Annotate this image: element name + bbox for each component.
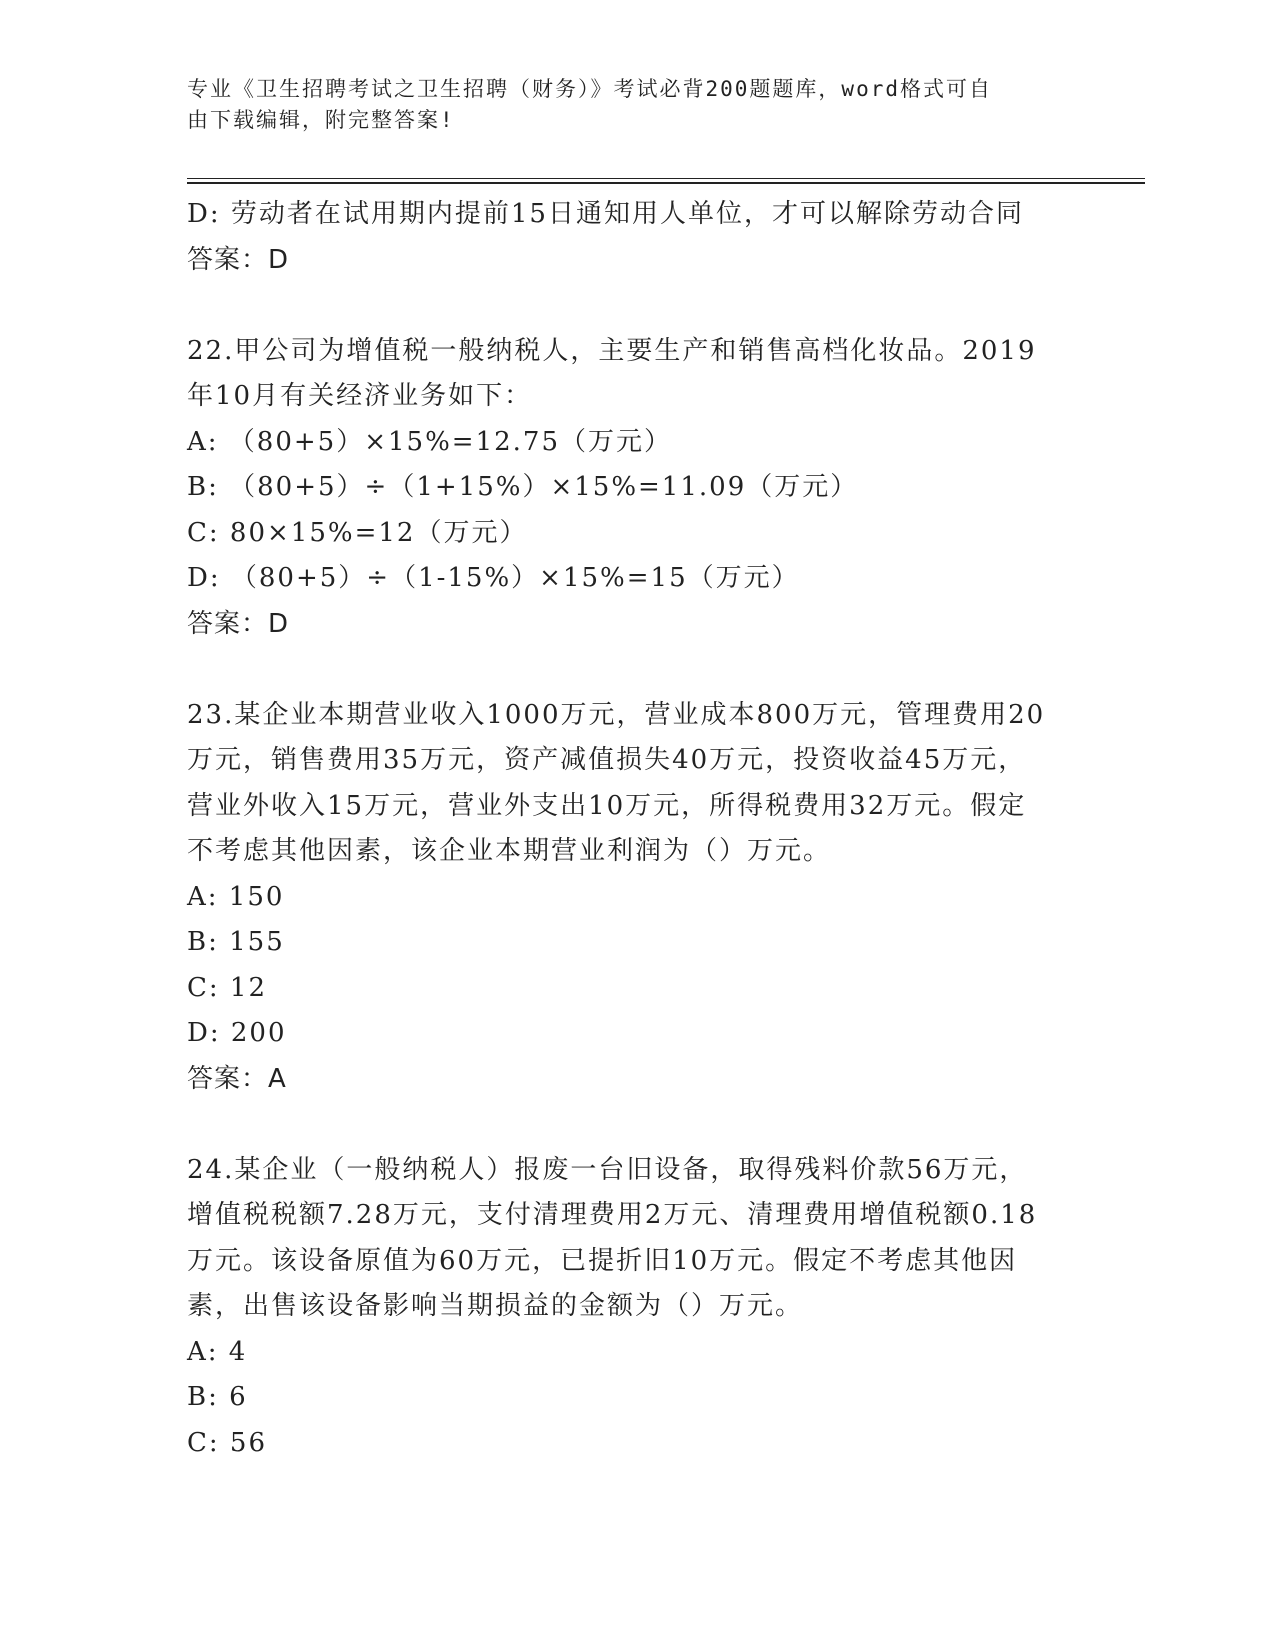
q23-option-a: A: 150 <box>187 881 285 912</box>
q24-option-b: B: 6 <box>187 1382 248 1412</box>
spacer <box>187 1102 1087 1148</box>
q23-answer: 答案：A <box>187 1063 287 1094</box>
q24-option-c: C: 56 <box>187 1427 268 1458</box>
q24-stem-line-2: 增值税税额7.28万元，支付清理费用2万元、清理费用增值税额0.18 <box>187 1200 1038 1230</box>
question-22 <box>187 329 1087 648</box>
spacer <box>187 283 1087 329</box>
q23-option-c: C: 12 <box>187 972 268 1003</box>
q23-stem-line-1: 23.某企业本期营业收入1000万元，营业成本800万元，管理费用20 <box>187 699 1046 730</box>
q21-option-d: D: 劳动者在试用期内提前15日通知用人单位，才可以解除劳动合同 <box>187 199 1024 229</box>
q23-stem-line-3: 营业外收入15万元，营业外支出10万元，所得税费用32万元。假定 <box>187 790 1027 821</box>
q22-option-a: A: （80+5）×15%=12.75（万元） <box>187 426 673 457</box>
q21-answer: 答案：D <box>187 244 290 275</box>
spacer <box>187 647 1087 693</box>
q23-stem-line-2: 万元，销售费用35万元，资产减值损失40万元，投资收益45万元， <box>187 745 1027 775</box>
q23-option-b: B: 155 <box>187 927 285 957</box>
q22-stem-line-2: 年10月有关经济业务如下： <box>187 381 533 411</box>
header-line-1: 专业《卫生招聘考试之卫生招聘（财务）》考试必背200题题库，word格式可自 <box>187 77 992 101</box>
q22-option-b: B: （80+5）÷（1+15%）×15%=11.09（万元） <box>187 472 859 502</box>
q24-option-a: A: 4 <box>187 1336 248 1367</box>
document-header <box>187 74 1087 136</box>
q23-stem-line-4: 不考虑其他因素，该企业本期营业利润为（）万元。 <box>187 836 832 866</box>
q22-option-d: D: （80+5）÷（1-15%）×15%=15（万元） <box>187 563 800 593</box>
q22-option-c: C: 80×15%=12（万元） <box>187 517 528 548</box>
q24-stem-line-1: 24.某企业（一般纳税人）报废一台旧设备，取得残料价款56万元， <box>187 1154 1028 1185</box>
q24-stem-line-3: 万元。该设备原值为60万元，已提折旧10万元。假定不考虑其他因 <box>187 1245 1018 1276</box>
q22-answer: 答案：D <box>187 608 290 639</box>
document-body <box>187 192 1087 1466</box>
question-21-tail <box>187 192 1087 283</box>
header-divider <box>187 178 1145 184</box>
question-23 <box>187 693 1087 1103</box>
q23-option-d: D: 200 <box>187 1018 287 1048</box>
q22-stem-line-1: 22.甲公司为增值税一般纳税人，主要生产和销售高档化妆品。2019 <box>187 335 1037 366</box>
header-line-2: 由下载编辑，附完整答案! <box>187 108 455 132</box>
question-24 <box>187 1148 1087 1467</box>
q24-stem-line-4: 素，出售该设备影响当期损益的金额为（）万元。 <box>187 1291 804 1321</box>
